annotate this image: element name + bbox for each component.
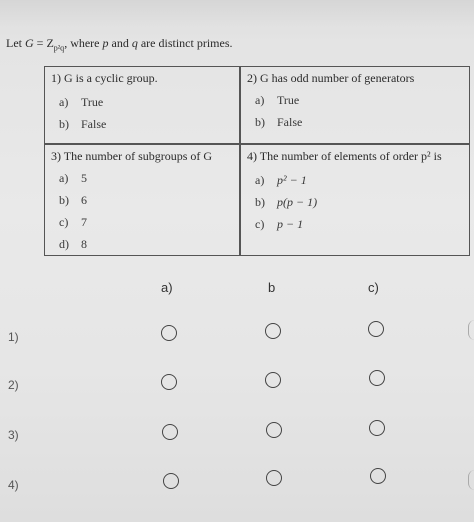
question-cell-4 — [241, 145, 469, 255]
option-value: 7 — [81, 215, 87, 229]
option — [59, 215, 87, 230]
option-key: c) — [59, 215, 69, 229]
top-edge — [0, 0, 474, 28]
option-key: a) — [255, 173, 265, 187]
radio-q1-c[interactable] — [368, 321, 384, 337]
option — [59, 171, 87, 186]
radio-q2-b[interactable] — [265, 372, 281, 388]
option-value: 5 — [81, 171, 87, 185]
option-key: a) — [59, 95, 69, 109]
option-value: 6 — [81, 193, 87, 207]
option-key: b) — [255, 195, 265, 209]
radio-q3-b[interactable] — [266, 422, 282, 438]
option — [59, 237, 87, 252]
option-key: b) — [59, 117, 69, 131]
radio-q1-b[interactable] — [265, 323, 281, 339]
column-header-b: b — [268, 280, 276, 295]
stem-subscript: p²q — [53, 43, 65, 53]
option-key: a) — [255, 93, 265, 107]
option-value: p(p − 1) — [277, 195, 318, 209]
question-title: 4) The number of elements of order p² is — [247, 149, 442, 163]
row-label-1: 1) — [8, 330, 19, 344]
question-cell-1 — [45, 67, 239, 143]
radio-q3-a[interactable] — [162, 424, 178, 440]
stem-text: are distinct primes. — [137, 36, 233, 50]
radio-q3-c[interactable] — [369, 420, 385, 436]
stem-text: and — [108, 36, 132, 50]
option — [255, 195, 317, 210]
edge-mark — [468, 320, 474, 340]
option-value: True — [277, 93, 300, 107]
questions-table — [44, 66, 470, 256]
radio-q1-a[interactable] — [161, 325, 177, 341]
option — [255, 93, 299, 108]
radio-q4-c[interactable] — [370, 468, 386, 484]
option-value: True — [81, 95, 104, 109]
question-stem — [6, 36, 232, 52]
option-key: a) — [59, 171, 69, 185]
row-label-3: 3) — [8, 428, 19, 442]
radio-q2-c[interactable] — [369, 370, 385, 386]
row-label-4: 4) — [8, 478, 19, 492]
question-title: 2) G has odd number of generators — [247, 71, 415, 85]
radio-q4-a[interactable] — [163, 473, 179, 489]
option — [255, 217, 303, 232]
option-key: d) — [59, 237, 69, 251]
option — [255, 173, 307, 188]
option-key: b) — [255, 115, 265, 129]
question-title: 3) The number of subgroups of G — [51, 149, 213, 163]
option-value: p² − 1 — [277, 173, 307, 187]
option-value: p − 1 — [277, 217, 304, 231]
option — [59, 117, 106, 132]
option-value: False — [277, 115, 303, 129]
stem-text: = Z — [33, 36, 54, 50]
question-cell-3 — [45, 145, 239, 255]
stem-q: q — [131, 36, 138, 50]
edge-mark — [468, 470, 474, 490]
option — [59, 193, 87, 208]
stem-p: p — [102, 36, 109, 50]
stem-group-symbol: G — [25, 36, 34, 50]
question-title: 1) G is a cyclic group. — [51, 71, 158, 85]
column-header-a: a) — [161, 280, 173, 295]
option — [59, 95, 103, 110]
column-header-c: c) — [368, 280, 379, 295]
option-value: False — [81, 117, 107, 131]
stem-text: , where — [64, 36, 103, 50]
radio-q2-a[interactable] — [161, 374, 177, 390]
stem-text: Let — [6, 36, 25, 50]
radio-q4-b[interactable] — [266, 470, 282, 486]
option-value: 8 — [81, 237, 87, 251]
question-cell-2 — [241, 67, 469, 143]
option-key: c) — [255, 217, 265, 231]
option-key: b) — [59, 193, 69, 207]
row-label-2: 2) — [8, 378, 19, 392]
option — [255, 115, 302, 130]
